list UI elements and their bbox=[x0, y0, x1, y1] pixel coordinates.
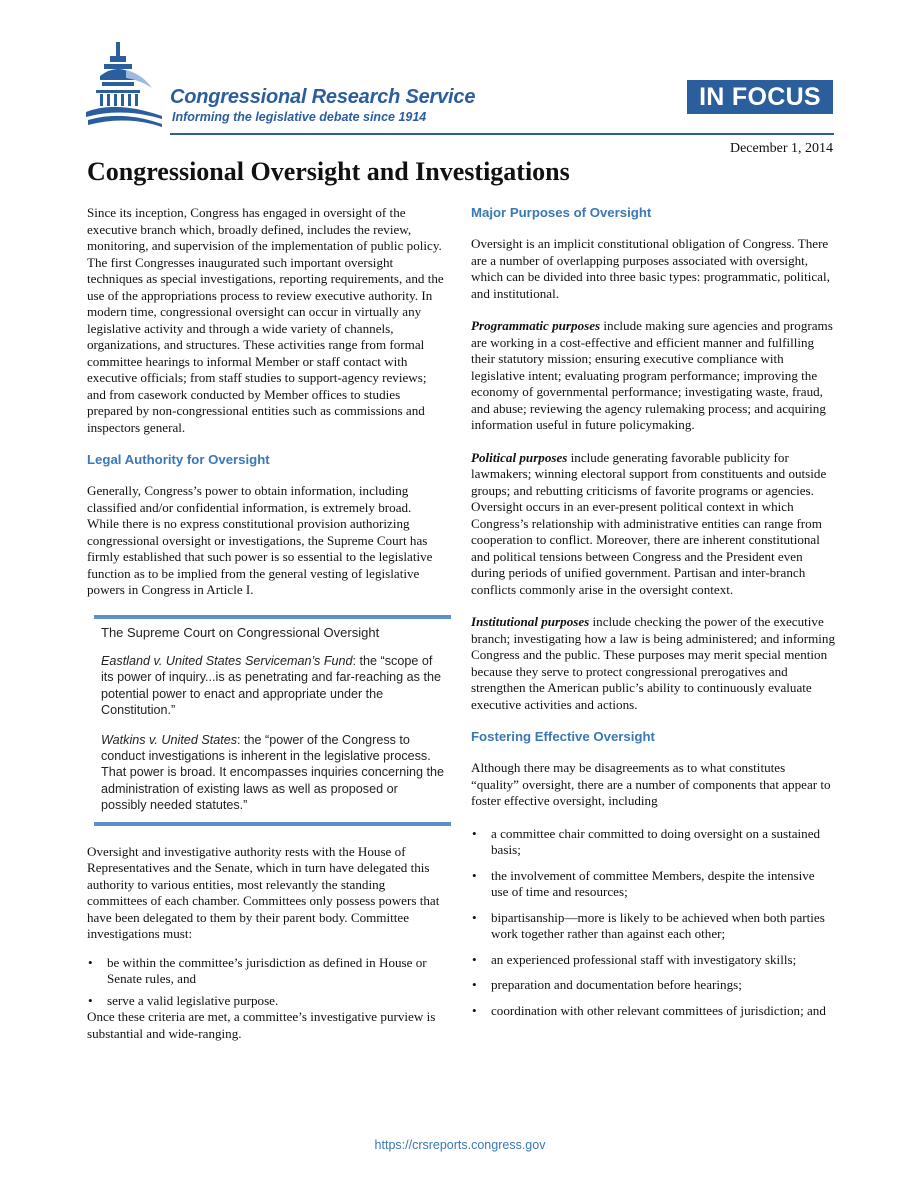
programmatic-paragraph bbox=[471, 318, 835, 434]
investigation-requirements-list bbox=[87, 955, 445, 1010]
list-item: • preparation and documentation before hearings; bbox=[471, 977, 835, 994]
org-name: Congressional Research Service bbox=[170, 86, 476, 108]
institutional-paragraph bbox=[471, 614, 835, 713]
list-item: • coordination with other relevant committees of jurisdiction; and bbox=[471, 1003, 835, 1020]
institutional-lead: Institutional purposes bbox=[471, 614, 590, 629]
programmatic-lead: Programmatic purposes bbox=[471, 318, 601, 333]
list-item: • a committee chair committed to doing oversight on a sustained basis; bbox=[471, 826, 835, 859]
footer-url-link[interactable]: https://crsreports.congress.gov bbox=[374, 1138, 546, 1152]
callout-quote-watkins bbox=[101, 732, 445, 814]
legal-authority-heading: Legal Authority for Oversight bbox=[87, 452, 270, 467]
quote-text: : the “scope of its power of inquiry...is as penetrating and far-reaching as the potential power to enact and appropriate under the Constitution.” bbox=[101, 653, 441, 718]
fostering-oversight-heading: Fostering Effective Oversight bbox=[471, 729, 655, 744]
capitol-dome-logo-icon bbox=[86, 40, 164, 130]
page-title: Congressional Oversight and Investigations bbox=[87, 157, 570, 186]
quote-text: : the “power of the Congress to conduct investigations is inherent in the legislative process. That power is broad. It encompasses inquiries concerning the administration of existing laws as well as proposed or possibly needed statutes.” bbox=[101, 732, 445, 813]
publication-date: December 1, 2014 bbox=[729, 141, 833, 156]
institutional-text: include checking the power of the executive branch; investigating how a law is being administered; and informing Congress and the public. These purposes may merit special mention because they serve to protect congressional prerogatives and strengthen the American public’s ability to continuously evaluate executive activities and actions. bbox=[471, 614, 835, 712]
list-item: • the involvement of committee Members, despite the intensive use of time and resources; bbox=[471, 868, 835, 901]
list-item: • bipartisanship—more is likely to be achieved when both parties work together rather than against each other; bbox=[471, 910, 835, 943]
legal-authority-paragraph: Generally, Congress’s power to obtain information, including classified and/or confidential information, is extremely broad. While there is no express constitutional provision authorizing congressional oversight or investigations, the Supreme Court has firmly established that such power is so essential to the legislative function as to be implied from the general vesting of legislative powers in Congress in Article I. bbox=[87, 483, 433, 597]
list-item: • an experienced professional staff with investigatory skills; bbox=[471, 952, 835, 969]
callout-quote-eastland bbox=[101, 653, 445, 719]
major-purposes-heading: Major Purposes of Oversight bbox=[471, 205, 652, 220]
intro-paragraph: Since its inception, Congress has engaged in oversight of the executive branch which, broadly defined, includes the review, monitoring, and supervision of the implementation of public policy. The first Congresses inaugurated such important oversight techniques as special investigations, reporting requirements, and the use of the appropriations process to review executive authority. In modern time, congressional oversight can occur in virtually any legislative activity and through a wide variety of channels, organizations, and structures. These activities range from formal committee hearings to informal Member or staff contact with executive officials; from staff studies to support-agency reviews; and from casework conducted by Member offices to studies prepared by non-congressional entities such as commissions and inspectors general. bbox=[87, 205, 444, 435]
authority-paragraph: Oversight and investigative authority rests with the House of Representatives and the Senate, which in turn have delegated this authority to various entities, most relevantly the standing committees of each chamber. Committees only possess powers that have been delegated to them by their parent body. Committee investigations must: bbox=[87, 843, 440, 942]
left-column bbox=[87, 205, 445, 1058]
programmatic-text: include making sure agencies and programs are working in a cost-effective and efficient manner and fulfilling their statutory mission; ensuring executive compliance with legislative intent; evaluating program performance; improving the economy of governmental performance; investigating waste, fraud, and abuse; reviewing the agency rulemaking process; and acquiring information useful in future policymaking. bbox=[471, 318, 833, 432]
political-lead: Political purposes bbox=[471, 449, 568, 465]
supreme-court-callout bbox=[94, 615, 451, 826]
in-focus-badge: IN FOCUS bbox=[687, 80, 833, 114]
list-item: • be within the committee’s jurisdiction as defined in House or Senate rules, and bbox=[87, 955, 445, 988]
closing-paragraph: Once these criteria are met, a committee’s investigative purview is substantial and wide-ranging. bbox=[87, 1009, 436, 1041]
header-divider bbox=[170, 133, 834, 135]
case-name: Watkins v. United States bbox=[101, 732, 238, 747]
org-tagline: Informing the legislative debate since 1914 bbox=[172, 110, 427, 124]
political-text: include generating favorable publicity for lawmakers; winning electoral support from constituents and outside groups; and rebutting criticisms of favorite programs or agencies. Oversight occurs in an ever-present political context in which Congress’s relationship with administrative entities can range from cooperation to conflict. Moreover, there are inherent constitutional and political tensions between Congress and the President even during periods of unified government. Partisan and inter-branch conflicts commonly arise in the oversight context. bbox=[471, 449, 827, 597]
case-name: Eastland v. United States Serviceman’s Fund bbox=[101, 653, 353, 668]
fostering-intro-paragraph: Although there may be disagreements as to what constitutes “quality” oversight, there are a number of components that appear to foster effective oversight, including bbox=[471, 760, 831, 808]
political-paragraph bbox=[471, 450, 835, 599]
callout-title: The Supreme Court on Congressional Oversight bbox=[101, 624, 380, 640]
effective-oversight-components-list bbox=[471, 826, 835, 1020]
right-column bbox=[471, 205, 835, 1028]
list-item: • serve a valid legislative purpose. bbox=[87, 993, 445, 1010]
purposes-intro-paragraph: Oversight is an implicit constitutional obligation of Congress. There are a number of overlapping purposes associated with oversight, which can be divided into three basic types: programmatic, political, and institutional. bbox=[471, 236, 830, 301]
